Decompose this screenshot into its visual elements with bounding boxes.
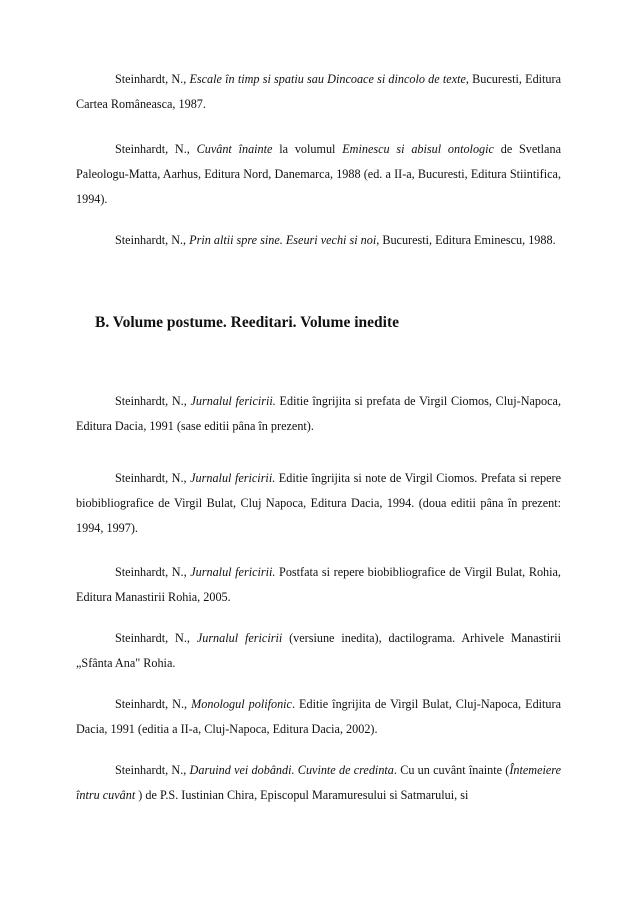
section-heading: B. Volume postume. Reeditari. Volume inedite: [95, 314, 399, 331]
bibliography-entry: [76, 626, 561, 676]
entry-details: , Bucuresti, Editura Cartea Româneasca, 1987.: [76, 72, 561, 111]
entry-details: de Svetlana Paleologu-Matta, Aarhus, Editura Nord, Danemarca, 1988 (ed. a II-a, Bucuresti, Editura Stiintifica, 1994).: [76, 142, 561, 206]
entry-author: Steinhardt, N.,: [115, 471, 191, 485]
entry-title: Jurnalul fericirii: [196, 631, 283, 645]
entry-title: Jurnalul fericirii.: [190, 471, 276, 485]
bibliography-entry: [76, 560, 561, 610]
entry-author: Steinhardt, N.,: [115, 565, 191, 579]
entry-details: , Bucuresti, Editura Eminescu, 1988.: [376, 233, 556, 247]
entry-details: . Cu un cuvânt înainte (: [393, 763, 510, 777]
entry-author: Steinhardt, N.,: [115, 631, 197, 645]
entry-details: Editie îngrijita si note de Virgil Ciomos. Prefata si repere biobibliografice de Virgil Bulat, Cluj Napoca, Editura Dacia, 1994. (doua editii pâna în prezent: 1994, 1997).: [76, 471, 561, 535]
bibliography-entry: [76, 758, 561, 808]
entry-title: Daruind vei dobândi. Cuvinte de credinta: [189, 763, 394, 777]
entry-author: Steinhardt, N.,: [115, 763, 190, 777]
bibliography-entry: [76, 137, 561, 212]
entry-title: Jurnalul fericirii.: [190, 565, 276, 579]
entry-details: Editie îngrijita si prefata de Virgil Ciomos, Cluj-Napoca, Editura Dacia, 1991 (sase editii pâna în prezent).: [76, 394, 561, 433]
bibliography-entry: [76, 67, 561, 117]
entry-title: Cuvânt înainte: [196, 142, 273, 156]
entry-author: Steinhardt, N.,: [115, 142, 197, 156]
bibliography-entry: [76, 228, 561, 253]
entry-details: Postfata si repere biobibliografice de Virgil Bulat, Rohia, Editura Manastirii Rohia, 2005.: [76, 565, 561, 604]
entry-title: Escale în timp si spatiu sau Dincoace si dincolo de texte: [189, 72, 466, 86]
entry-title-secondary: Eminescu si abisul ontologic: [342, 142, 494, 156]
entry-author: Steinhardt, N.,: [115, 233, 190, 247]
entry-title: Jurnalul fericirii.: [190, 394, 276, 408]
entry-details: la volumul: [272, 142, 343, 156]
entry-author: Steinhardt, N.,: [115, 394, 191, 408]
entry-author: Steinhardt, N.,: [115, 697, 192, 711]
entry-details: . Editie îngrijita de Virgil Bulat, Cluj-Napoca, Editura Dacia, 1991 (editia a II-a, Cluj-Napoca, Editura Dacia, 2002).: [76, 697, 561, 736]
entry-title-secondary: Întemeiere întru cuvânt: [76, 763, 561, 802]
entry-details: ) de P.S. Iustinian Chira, Episcopul Maramuresului si Satmarului, si: [135, 788, 469, 802]
entry-details: (versiune inedita), dactilograma. Arhivele Manastirii „Sfânta Ana" Rohia.: [76, 631, 561, 670]
entry-title: Prin altii spre sine. Eseuri vechi si noi: [189, 233, 377, 247]
entry-title: Monologul polifonic: [191, 697, 292, 711]
bibliography-entry: [76, 466, 561, 541]
bibliography-entry: [76, 692, 561, 742]
bibliography-entry: [76, 389, 561, 439]
entry-author: Steinhardt, N.,: [115, 72, 190, 86]
